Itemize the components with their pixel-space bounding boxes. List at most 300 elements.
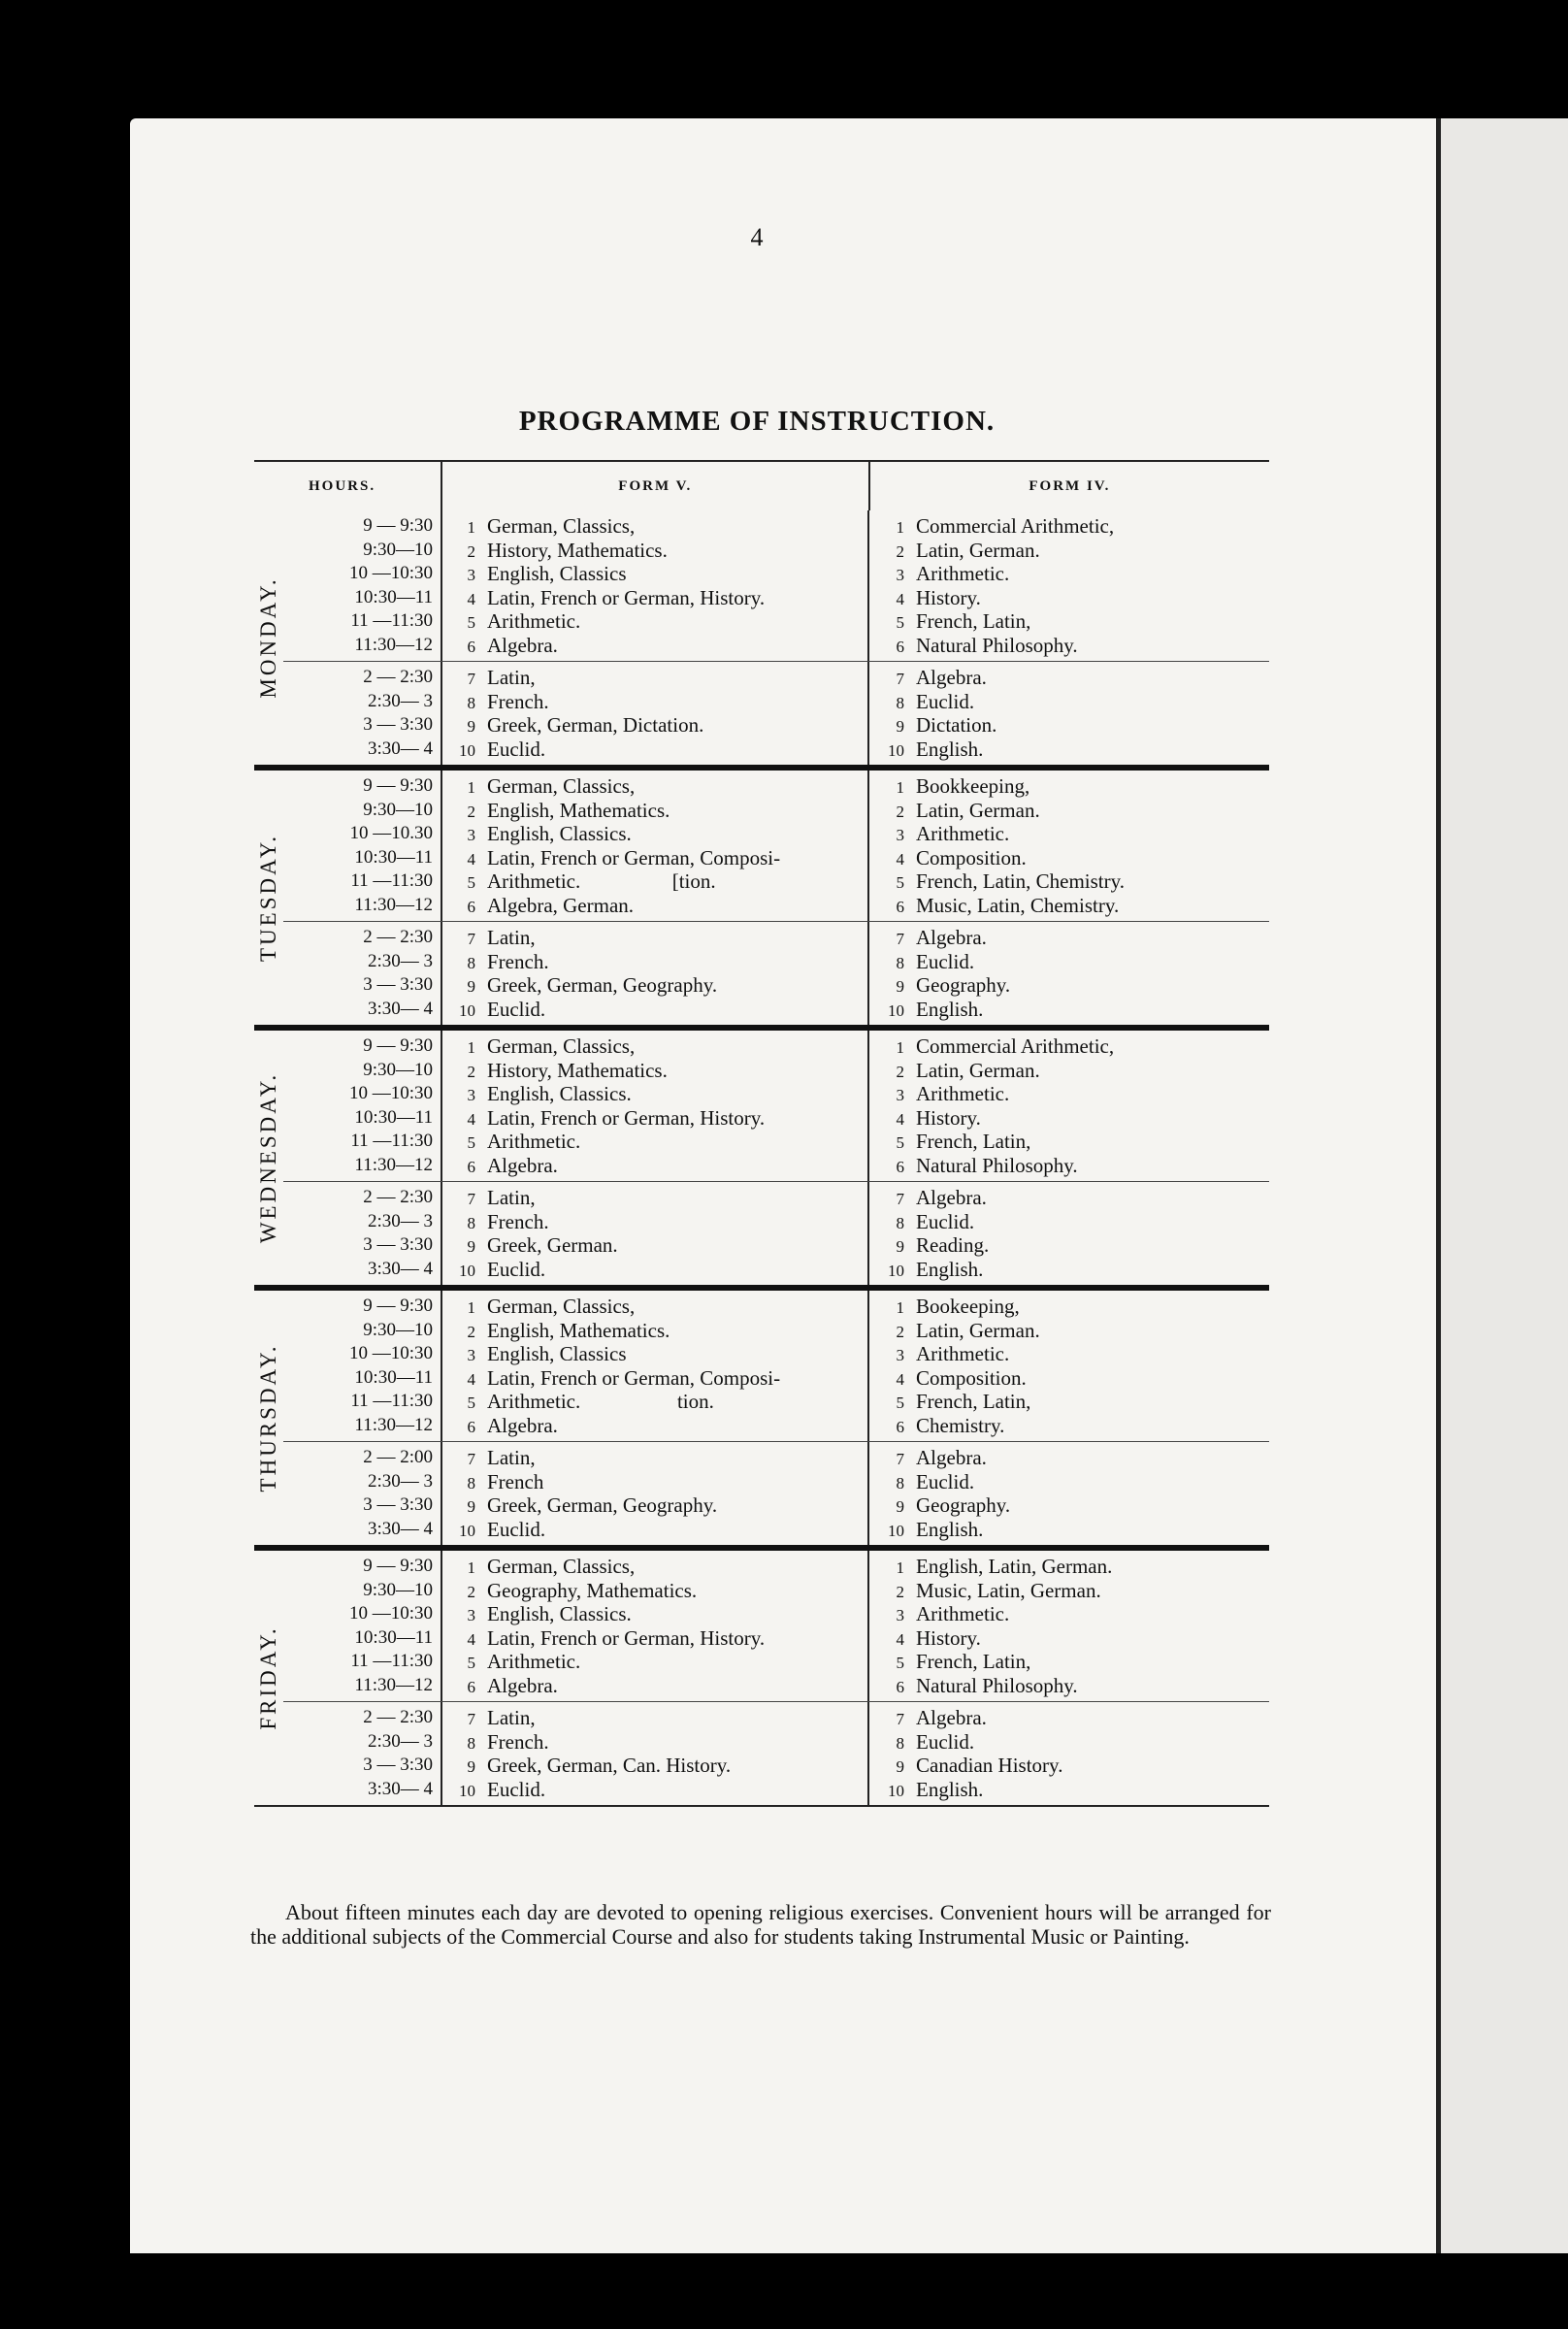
- period-number: 10: [888, 1000, 904, 1020]
- day-sections: [254, 510, 1269, 1805]
- form-v-cell: [442, 1674, 867, 1698]
- form-v-cell: [442, 1210, 867, 1234]
- afternoon-block: [283, 921, 1269, 1025]
- form-iv-column: [869, 662, 1269, 765]
- subject-text: English, Classics: [487, 1342, 627, 1365]
- form-iv-cell: [869, 1210, 1269, 1234]
- period-number: 3: [467, 566, 475, 584]
- hours-column: [283, 1442, 442, 1545]
- period-number: 1: [467, 518, 475, 537]
- form-v-column: [442, 771, 869, 921]
- period-number: 2: [467, 1322, 475, 1341]
- day-label: [254, 1551, 283, 1805]
- day-name: TUESDAY.: [256, 833, 280, 963]
- form-v-cell: [442, 1258, 867, 1282]
- page-title: PROGRAMME OF INSTRUCTION.: [518, 406, 996, 437]
- period-number: 1: [896, 518, 904, 537]
- form-v-cell: [442, 799, 867, 823]
- hours-cell: 9:30—10: [363, 1059, 433, 1080]
- subject-text: Latin,: [487, 1186, 536, 1209]
- form-v-cell: [442, 1778, 867, 1802]
- subject-text: Natural Philosophy.: [916, 1673, 1078, 1697]
- form-v-cell: [442, 1082, 867, 1106]
- subject-text: German, Classics,: [487, 774, 636, 798]
- hours-cell: 3 — 3:30: [363, 1755, 433, 1775]
- period-number: 8: [467, 1473, 475, 1493]
- form-iv-cell: [869, 1034, 1269, 1059]
- subject-text: Latin,: [487, 926, 536, 949]
- period-number: 10: [888, 1261, 904, 1280]
- period-number: 4: [467, 1629, 475, 1649]
- header-form-v: FORM V.: [442, 462, 870, 510]
- subject-text: German, Classics,: [487, 1034, 636, 1058]
- period-number: 7: [896, 670, 904, 688]
- period-number: 4: [467, 849, 475, 869]
- afternoon-block: [283, 661, 1269, 765]
- subject-text: Latin, German.: [916, 798, 1040, 822]
- period-number: 4: [896, 1369, 904, 1389]
- form-iv-cell: [869, 1650, 1269, 1674]
- subject-text: Algebra.: [487, 1153, 558, 1177]
- form-v-cell: [442, 1555, 867, 1579]
- period-number: 5: [467, 1394, 475, 1412]
- header-hours: HOURS.: [254, 462, 442, 510]
- subject-text: Greek, German, Geography.: [487, 973, 718, 997]
- subject-text: French.: [487, 1729, 549, 1754]
- form-v-column: [442, 922, 869, 1025]
- subject-text: Geography, Mathematics.: [487, 1578, 698, 1602]
- period-number: 10: [459, 1000, 475, 1020]
- form-iv-cell: [869, 1602, 1269, 1626]
- subject-text: Euclid.: [916, 1469, 975, 1493]
- hours-cell: 11 —11:30: [350, 870, 433, 891]
- subject-text: Composition.: [916, 845, 1027, 869]
- form-iv-column: [869, 510, 1269, 661]
- period-number: 9: [467, 1237, 475, 1256]
- hours-cell: 3:30— 4: [367, 1258, 433, 1279]
- form-iv-cell: [869, 774, 1269, 799]
- hours-cell: 2 — 2:30: [363, 927, 433, 947]
- form-v-cell: [442, 774, 867, 799]
- period-number: 7: [467, 1450, 475, 1468]
- period-number: 7: [467, 1710, 475, 1728]
- form-iv-cell: [869, 634, 1269, 658]
- subject-text: Latin, German.: [916, 1058, 1040, 1082]
- form-iv-cell: [869, 666, 1269, 690]
- form-iv-cell: [869, 514, 1269, 539]
- hours-cell: 10 —10:30: [348, 1083, 433, 1103]
- form-iv-cell: [869, 1674, 1269, 1698]
- period-number: 3: [896, 566, 904, 584]
- form-iv-cell: [869, 1233, 1269, 1258]
- subject-text: Euclid.: [916, 1729, 975, 1754]
- page-number: 4: [750, 223, 764, 251]
- subject-text: French.: [487, 689, 549, 713]
- form-v-cell: [442, 1493, 867, 1518]
- hours-cell: 9:30—10: [363, 799, 433, 820]
- form-iv-column: [869, 1442, 1269, 1545]
- form-v-cell: [442, 869, 867, 894]
- subject-text: Geography.: [916, 973, 1011, 997]
- form-iv-cell: [869, 1258, 1269, 1282]
- day-blocks: [283, 510, 1269, 765]
- form-v-cell: [442, 1470, 867, 1494]
- subject-text: Greek, German, Dictation.: [487, 713, 704, 737]
- subject-text: History, Mathematics.: [487, 1058, 668, 1082]
- subject-text: Algebra.: [916, 666, 987, 689]
- period-number: 1: [467, 1558, 475, 1577]
- form-v-cell: [442, 586, 867, 610]
- period-number: 2: [467, 1582, 475, 1601]
- subject-text: French, Latin, Chemistry.: [916, 869, 1126, 893]
- afternoon-block: [283, 1181, 1269, 1285]
- period-number: 8: [467, 1733, 475, 1753]
- form-iv-cell: [869, 846, 1269, 870]
- afternoon-block: [283, 1441, 1269, 1545]
- period-number: 5: [467, 1133, 475, 1152]
- period-number: 10: [459, 1781, 475, 1800]
- period-number: 2: [896, 802, 904, 821]
- form-v-cell: [442, 1154, 867, 1178]
- form-iv-cell: [869, 690, 1269, 714]
- day-section: [254, 1545, 1269, 1805]
- hours-cell: 9 — 9:30: [363, 1035, 433, 1056]
- form-iv-cell: [869, 1470, 1269, 1494]
- subject-text: Bookkeeping,: [916, 774, 1030, 798]
- subject-text: Algebra.: [916, 1186, 987, 1209]
- hours-cell: 9:30—10: [363, 1319, 433, 1340]
- form-iv-cell: [869, 1626, 1269, 1651]
- subject-text: Algebra.: [916, 926, 987, 949]
- day-label: [254, 1291, 283, 1545]
- hours-cell: 3 — 3:30: [363, 1494, 433, 1515]
- hours-column: [283, 510, 442, 661]
- hours-cell: 11 —11:30: [350, 1391, 433, 1411]
- morning-block: [283, 1031, 1269, 1181]
- subject-text: Arithmetic.: [487, 1130, 581, 1153]
- form-v-column: [442, 1551, 869, 1701]
- period-number: 1: [467, 778, 475, 797]
- subject-text: Arithmetic.: [916, 1342, 1010, 1365]
- form-iv-column: [869, 1291, 1269, 1441]
- period-number: 4: [896, 1109, 904, 1129]
- subject-text: Euclid.: [487, 1777, 546, 1801]
- subject-text: History, Mathematics.: [487, 538, 668, 562]
- hours-cell: 9 — 9:30: [363, 515, 433, 536]
- period-number: 6: [896, 897, 904, 916]
- period-number: 5: [896, 1394, 904, 1412]
- form-iv-cell: [869, 1342, 1269, 1366]
- subject-text: English, Classics.: [487, 822, 632, 845]
- period-number: 10: [459, 1261, 475, 1280]
- subject-text: History.: [916, 1105, 981, 1130]
- period-number: 1: [467, 1298, 475, 1317]
- period-number: 9: [896, 1757, 904, 1776]
- subject-text: Bookeeping,: [916, 1295, 1020, 1318]
- form-iv-cell: [869, 1130, 1269, 1154]
- period-number: 8: [467, 693, 475, 712]
- hours-cell: 10:30—11: [354, 1626, 433, 1648]
- form-v-cell: [442, 894, 867, 918]
- period-number: 4: [896, 1629, 904, 1649]
- form-iv-cell: [869, 1059, 1269, 1083]
- form-iv-cell: [869, 1295, 1269, 1319]
- period-number: 3: [896, 826, 904, 844]
- hours-cell: 10 —10.30: [349, 823, 433, 843]
- period-number: 7: [896, 1190, 904, 1208]
- subject-text: French, Latin,: [916, 1390, 1031, 1413]
- day-name: MONDAY.: [256, 576, 280, 699]
- day-section: [254, 1285, 1269, 1545]
- day-name: THURSDAY.: [256, 1343, 280, 1493]
- period-number: 3: [896, 1346, 904, 1364]
- period-number: 5: [467, 873, 475, 892]
- hours-cell: 11 —11:30: [350, 610, 433, 631]
- subject-text: English.: [916, 1257, 984, 1281]
- subject-text: Algebra.: [487, 1673, 558, 1697]
- hours-cell: 3:30— 4: [367, 998, 433, 1019]
- period-number: 4: [467, 1369, 475, 1389]
- hours-cell: 9:30—10: [363, 1579, 433, 1600]
- form-v-cell: [442, 1034, 867, 1059]
- hours-cell: 11:30—12: [354, 1414, 433, 1435]
- period-number: 6: [467, 637, 475, 656]
- period-number: 4: [896, 589, 904, 608]
- hours-cell: 11:30—12: [354, 894, 433, 915]
- form-v-cell: [442, 1602, 867, 1626]
- day-label: [254, 771, 283, 1025]
- period-number: 10: [888, 1781, 904, 1800]
- period-number: 6: [896, 637, 904, 656]
- form-v-cell: [442, 1366, 867, 1391]
- subject-text: Arithmetic.: [487, 1650, 581, 1673]
- form-v-column: [442, 1182, 869, 1285]
- subject-text: Algebra.: [487, 1413, 558, 1437]
- subject-text: English.: [916, 1777, 984, 1801]
- form-iv-cell: [869, 1446, 1269, 1470]
- subject-text: English.: [916, 997, 984, 1021]
- subject-text: Arithmetic.: [916, 1082, 1010, 1105]
- form-v-cell: [442, 1626, 867, 1651]
- hours-cell: 11:30—12: [354, 1674, 433, 1695]
- form-v-cell: [442, 1319, 867, 1343]
- subject-text: Euclid.: [487, 1517, 546, 1541]
- period-number: 1: [467, 1038, 475, 1057]
- form-v-cell: [442, 1730, 867, 1755]
- subject-text: Arithmetic. tion.: [487, 1390, 714, 1413]
- hours-cell: 2 — 2:00: [363, 1447, 433, 1467]
- day-blocks: [283, 771, 1269, 1025]
- subject-text: Music, Latin, Chemistry.: [916, 893, 1120, 917]
- subject-text: Arithmetic.: [916, 562, 1010, 585]
- subject-text: Algebra.: [916, 1706, 987, 1729]
- subject-text: French: [487, 1469, 544, 1493]
- hours-cell: 3 — 3:30: [363, 974, 433, 995]
- hours-cell: 2 — 2:30: [363, 667, 433, 687]
- period-number: 3: [896, 1606, 904, 1624]
- subject-text: Composition.: [916, 1365, 1027, 1390]
- form-iv-cell: [869, 894, 1269, 918]
- subject-text: Euclid.: [487, 1257, 546, 1281]
- period-number: 8: [896, 693, 904, 712]
- period-number: 8: [467, 1213, 475, 1232]
- period-number: 6: [467, 1677, 475, 1696]
- form-iv-column: [869, 1182, 1269, 1285]
- subject-text: Algebra, German.: [487, 893, 635, 917]
- hours-cell: 2:30— 3: [367, 690, 433, 711]
- afternoon-block: [283, 1701, 1269, 1805]
- period-number: 7: [896, 930, 904, 948]
- form-iv-column: [869, 1702, 1269, 1805]
- subject-text: French.: [487, 1209, 549, 1233]
- morning-block: [283, 510, 1269, 661]
- hours-column: [283, 1291, 442, 1441]
- form-v-column: [442, 1031, 869, 1181]
- hours-column: [283, 1551, 442, 1701]
- subject-text: English, Latin, German.: [916, 1555, 1113, 1578]
- subject-text: German, Classics,: [487, 1295, 636, 1318]
- hours-cell: 10 —10:30: [348, 563, 433, 583]
- period-number: 6: [467, 897, 475, 916]
- period-number: 3: [896, 1086, 904, 1104]
- form-v-cell: [442, 950, 867, 974]
- form-iv-cell: [869, 869, 1269, 894]
- subject-text: Latin, German.: [916, 1318, 1040, 1342]
- form-iv-cell: [869, 1186, 1269, 1210]
- form-iv-cell: [869, 1366, 1269, 1391]
- day-blocks: [283, 1551, 1269, 1805]
- hours-cell: 2:30— 3: [367, 1470, 433, 1492]
- hours-column: [283, 922, 442, 1025]
- hours-cell: 2 — 2:30: [363, 1707, 433, 1727]
- period-number: 5: [896, 613, 904, 632]
- subject-text: Latin, German.: [916, 538, 1040, 562]
- hours-cell: 11 —11:30: [350, 1651, 433, 1671]
- period-number: 6: [467, 1417, 475, 1436]
- subject-text: English.: [916, 1517, 984, 1541]
- period-number: 2: [896, 1322, 904, 1341]
- subject-text: Euclid.: [487, 737, 546, 761]
- form-iv-cell: [869, 950, 1269, 974]
- form-iv-cell: [869, 926, 1269, 950]
- morning-block: [283, 1291, 1269, 1441]
- day-name: FRIDAY.: [256, 1625, 280, 1730]
- subject-text: Latin,: [487, 1446, 536, 1469]
- hours-cell: 10:30—11: [354, 586, 433, 607]
- subject-text: Latin,: [487, 666, 536, 689]
- period-number: 3: [467, 1606, 475, 1624]
- form-v-cell: [442, 1579, 867, 1603]
- form-iv-column: [869, 1551, 1269, 1701]
- period-number: 8: [467, 953, 475, 972]
- form-v-cell: [442, 1186, 867, 1210]
- form-iv-cell: [869, 1579, 1269, 1603]
- period-number: 7: [896, 1710, 904, 1728]
- subject-text: Reading.: [916, 1233, 990, 1257]
- period-number: 9: [467, 1497, 475, 1516]
- header-form-iv: FORM IV.: [1029, 478, 1111, 494]
- form-iv-cell: [869, 1082, 1269, 1106]
- period-number: 9: [467, 977, 475, 996]
- form-v-cell: [442, 634, 867, 658]
- hours-cell: 11:30—12: [354, 634, 433, 655]
- period-number: 9: [896, 1497, 904, 1516]
- form-v-column: [442, 1291, 869, 1441]
- form-v-cell: [442, 1130, 867, 1154]
- subject-text: French, Latin,: [916, 1130, 1031, 1153]
- period-number: 9: [896, 1237, 904, 1256]
- form-v-cell: [442, 846, 867, 870]
- day-blocks: [283, 1291, 1269, 1545]
- form-v-cell: [442, 1233, 867, 1258]
- period-number: 6: [896, 1677, 904, 1696]
- period-number: 7: [467, 1190, 475, 1208]
- period-number: 5: [467, 613, 475, 632]
- hours-cell: 9 — 9:30: [363, 1556, 433, 1576]
- subject-text: English.: [916, 737, 984, 761]
- subject-text: Latin, French or German, History.: [487, 1625, 766, 1650]
- period-number: 9: [467, 717, 475, 736]
- hours-cell: 11 —11:30: [350, 1131, 433, 1151]
- period-number: 5: [896, 1654, 904, 1672]
- form-v-cell: [442, 666, 867, 690]
- hours-cell: 2:30— 3: [367, 1210, 433, 1231]
- footnote: About fifteen minutes each day are devoted to opening religious exercises. Convenient hours will be arranged for the additional subjects of the Commercial Course and also for students taking Instrumental Music or Painting.: [250, 1900, 1271, 1949]
- form-v-cell: [442, 1754, 867, 1778]
- subject-text: Natural Philosophy.: [916, 1153, 1078, 1177]
- form-v-cell: [442, 1106, 867, 1131]
- period-number: 5: [896, 1133, 904, 1152]
- period-number: 2: [896, 1582, 904, 1601]
- form-v-cell: [442, 713, 867, 738]
- period-number: 8: [896, 1473, 904, 1493]
- period-number: 2: [467, 1062, 475, 1081]
- period-number: 10: [459, 740, 475, 760]
- table-header: [254, 462, 1269, 510]
- period-number: 9: [896, 717, 904, 736]
- period-number: 2: [896, 1062, 904, 1081]
- form-iv-cell: [869, 539, 1269, 563]
- subject-text: Algebra.: [487, 633, 558, 657]
- form-v-column: [442, 662, 869, 765]
- period-number: 2: [467, 802, 475, 821]
- subject-text: History.: [916, 585, 981, 609]
- subject-text: Greek, German, Geography.: [487, 1493, 718, 1517]
- subject-text: Euclid.: [487, 997, 546, 1021]
- period-number: 4: [467, 589, 475, 608]
- form-iv-cell: [869, 822, 1269, 846]
- form-iv-cell: [869, 1154, 1269, 1178]
- day-section: [254, 510, 1269, 765]
- subject-text: English, Classics.: [487, 1602, 632, 1625]
- form-v-cell: [442, 1059, 867, 1083]
- form-v-cell: [442, 1706, 867, 1730]
- period-number: 7: [467, 930, 475, 948]
- day-section: [254, 765, 1269, 1025]
- hours-cell: 2 — 2:30: [363, 1187, 433, 1207]
- day-label: [254, 1031, 283, 1285]
- period-number: 1: [896, 1298, 904, 1317]
- period-number: 1: [896, 1558, 904, 1577]
- form-v-cell: [442, 539, 867, 563]
- form-iv-cell: [869, 998, 1269, 1022]
- subject-text: Commercial Arithmetic,: [916, 1034, 1115, 1058]
- form-iv-cell: [869, 1706, 1269, 1730]
- hours-cell: 3 — 3:30: [363, 714, 433, 735]
- subject-text: Arithmetic.: [487, 609, 581, 633]
- period-number: 9: [896, 977, 904, 996]
- subject-text: Latin, French or German, Composi-: [487, 845, 781, 869]
